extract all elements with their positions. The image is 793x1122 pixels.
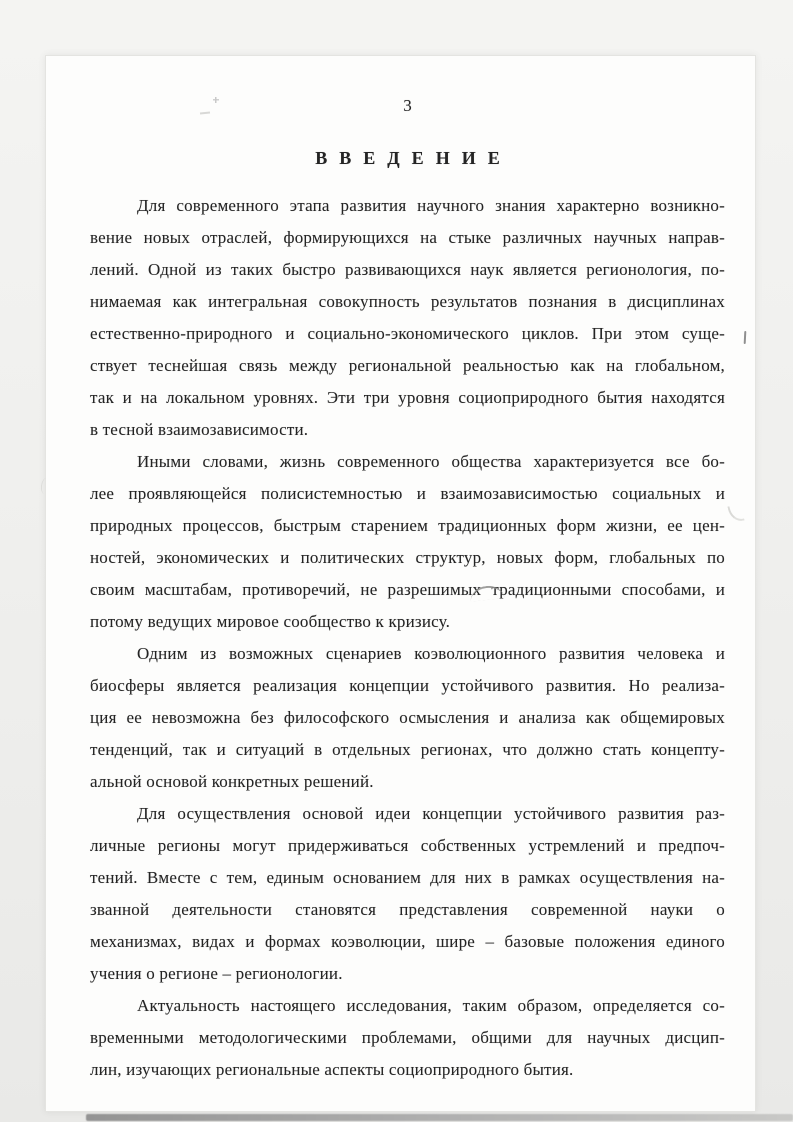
text-line: нимаемая как интегральная совокупность результатов познания в дисциплинах — [90, 292, 725, 311]
text-line: лее проявляющейся полисистемностью и взаимозависимостью социальных и — [90, 484, 725, 503]
text-line: временными методологическими проблемами, общими для научных дисцип- — [90, 1028, 725, 1047]
page-title: ВВЕДЕНИЕ — [315, 148, 512, 168]
text-line: в тесной взаимозависимости. — [90, 420, 309, 439]
text-line: Иными словами, жизнь современного общества характеризуется все бо- — [137, 452, 725, 471]
text-line: званной деятельности становятся представления современной науки о — [90, 900, 725, 919]
text-line: природных процессов, быстрым старением традиционных форм жизни, ее цен- — [90, 516, 725, 535]
page-number: 3 — [403, 96, 412, 115]
text-line: ция ее невозможна без философского осмысления и анализа как общемировых — [90, 708, 725, 727]
text-line: учения о регионе – регионологии. — [90, 964, 343, 983]
text-line: Одним из возможных сценариев коэволюционного развития человека и — [137, 644, 725, 663]
text-line: личные регионы могут придерживаться собственных устремлений и предпоч- — [90, 836, 725, 855]
paragraph — [90, 638, 725, 798]
text-line: Для современного этапа развития научного знания характерно возникно- — [137, 196, 725, 215]
text-line: ствует теснейшая связь между региональной реальностью как на глобальном, — [90, 356, 725, 375]
text-line: вение новых отраслей, формирующихся на стыке различных научных направ- — [90, 228, 725, 247]
text-line: так и на локальном уровнях. Эти три уровня социоприродного бытия находятся — [90, 388, 725, 407]
paragraph — [90, 798, 725, 990]
paragraph — [90, 190, 725, 446]
text-line: лений. Одной из таких быстро развивающихся наук является регионология, по- — [90, 260, 725, 279]
text-line: механизмах, видах и формах коэволюции, шире – базовые положения единого — [90, 932, 725, 951]
document-page — [45, 55, 756, 1112]
text-line: альной основой конкретных решений. — [90, 772, 374, 791]
text-line: своим масштабам, противоречий, не разрешимых традиционными способами, и — [90, 580, 725, 599]
scan-bottom-shadow — [86, 1114, 793, 1121]
paragraph — [90, 990, 725, 1086]
text-line: Для осуществления основой идеи концепции устойчивого развития раз- — [137, 804, 725, 823]
text-line: естественно-природного и социально-экономического циклов. При этом суще- — [90, 324, 725, 343]
text-line: потому ведущих мировое сообщество к кризису. — [90, 612, 451, 631]
text-line: тений. Вместе с тем, единым основанием для них в рамках осуществления на- — [90, 868, 725, 887]
document-body — [90, 190, 725, 1086]
text-line: тенденций, так и ситуаций в отдельных регионах, что должно стать концепту- — [90, 740, 725, 759]
text-line: биосферы является реализация концепции устойчивого развития. Но реализа- — [90, 676, 725, 695]
paragraph — [90, 446, 725, 638]
text-line: ностей, экономических и политических структур, новых форм, глобальных по — [90, 548, 725, 567]
text-line: лин, изучающих региональные аспекты социоприродного бытия. — [90, 1060, 574, 1079]
text-line: Актуальность настоящего исследования, таким образом, определяется со- — [137, 996, 725, 1015]
